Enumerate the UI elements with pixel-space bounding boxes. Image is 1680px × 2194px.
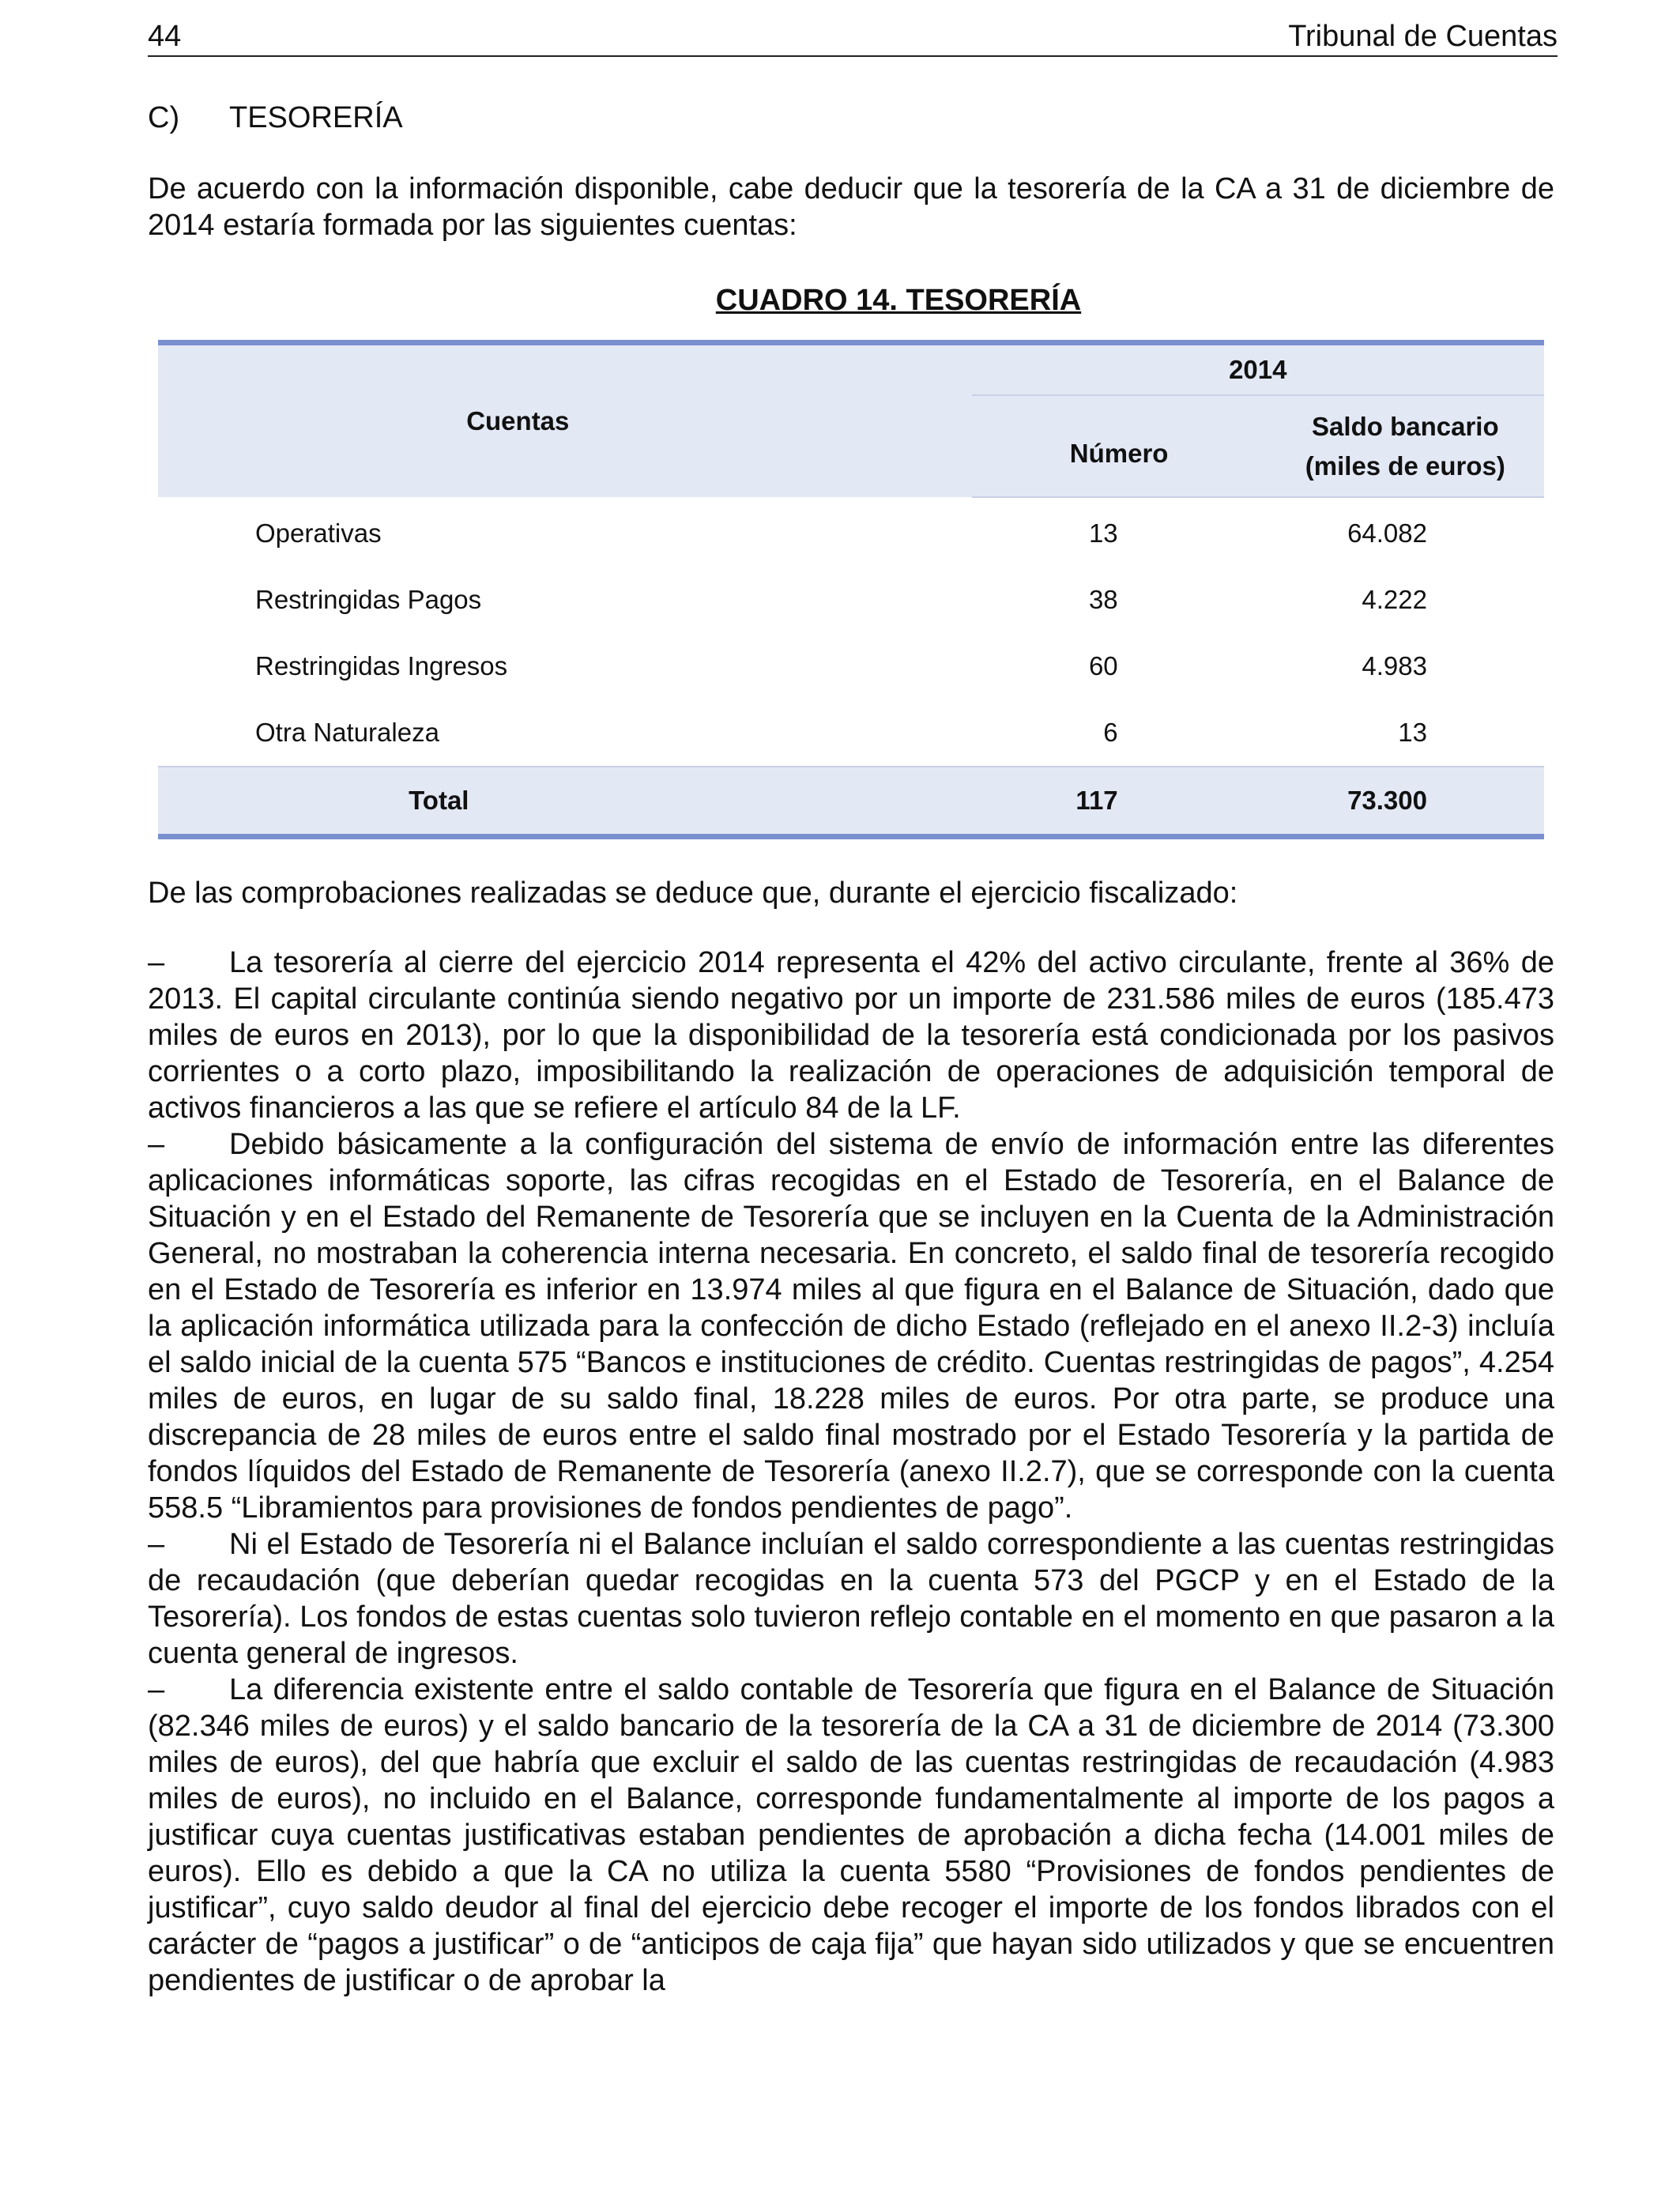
bullet-dash: –: [148, 1128, 165, 1161]
bullet-dash: –: [148, 1528, 165, 1561]
header-saldo-line2: (miles de euros): [1305, 450, 1505, 481]
total-row: [158, 767, 1544, 837]
row-saldo: 4.222: [1362, 585, 1427, 614]
row-numero: 6: [1103, 718, 1118, 747]
header-year: 2014: [972, 343, 1544, 396]
table-row: [158, 567, 1544, 633]
table-row: [158, 497, 1544, 567]
after-table-paragraph: De las comprobaciones realizadas se deduce que, durante el ejercicio fiscalizado:: [148, 876, 1238, 910]
publisher-name: Tribunal de Cuentas: [1288, 20, 1558, 53]
header-cuentas: Cuentas: [158, 343, 972, 498]
row-name: Restringidas Pagos: [255, 585, 482, 614]
row-saldo: 4.983: [1362, 651, 1427, 680]
bullet-item: [148, 944, 1554, 1126]
header-numero: Número: [972, 395, 1267, 497]
total-saldo: 73.300: [1267, 767, 1544, 837]
row-saldo: 13: [1398, 718, 1427, 747]
row-numero: 60: [1088, 651, 1118, 680]
table-row: [158, 633, 1544, 699]
bullet-item: [148, 1672, 1554, 1999]
table-caption-text: CUADRO 14. TESORERÍA: [715, 284, 1082, 317]
total-label: Total: [158, 767, 972, 837]
row-name: Restringidas Ingresos: [255, 651, 508, 680]
page-header: [148, 17, 1558, 57]
header-saldo: [1267, 395, 1544, 497]
bullet-text: Debido básicamente a la configuración del sistema de envío de información entre las diferentes aplicaciones informáticas soporte, las cifras recogidas en el Estado de Tesorería, en el Balance de Situación y en el Estado del Remanente de Tesorería que se incluyen en la Cuenta de la Administración General, no mostraban la coherencia interna necesaria. En concreto, el saldo final de tesorería recogido en el Estado de Tesorería es inferior en 13.974 miles al que figura en el Balance de Situación, dado que la aplicación informática utilizada para la confección de dicho Estado (reflejado en el anexo II.2-3) incluía el saldo inicial de la cuenta 575 “Bancos e instituciones de crédito. Cuentas restringidas de pagos”, 4.254 miles de euros, en lugar de su saldo final, 18.228 miles de euros. Por otra parte, se produce una discrepancia de 28 miles de euros entre el saldo final mostrado por el Estado Tesorería y la partida de fondos líquidos del Estado de Remanente de Tesorería (anexo II.2.7), que se corresponde con la cuenta 558.5 “Libramientos para provisiones de fondos pendientes de pago”.: [148, 1128, 1554, 1525]
table-caption: [148, 281, 1554, 319]
row-name: Operativas: [255, 518, 382, 548]
treasury-table: [158, 340, 1544, 839]
bullet-text: La diferencia existente entre el saldo contable de Tesorería que figura en el Balance de Situación (82.346 miles de euros) y el saldo bancario de la tesorería de la CA a 31 de diciembre de 2014 (73.300 miles de euros), del que habría que excluir el saldo de las cuentas restringidas de recaudación (4.983 miles de euros), no incluido en el Balance, corresponde fundamentalmente al importe de los pagos a justificar cuya cuentas justificativas estaban pendientes de aprobación a dicha fecha (14.001 miles de euros). Ello es debido a que la CA no utiliza la cuenta 5580 “Provisiones de fondos pendientes de justificar”, cuyo saldo deudor al final del ejercicio debe recoger el importe de los fondos librados con el carácter de “pagos a justificar” o de “anticipos de caja fija” que hayan sido utilizados y que se encuentren pendientes de justificar o de aprobar la: [148, 1673, 1554, 1997]
table-row: [158, 699, 1544, 767]
page-number: 44: [148, 20, 182, 53]
bullet-text: Ni el Estado de Tesorería ni el Balance incluían el saldo correspondiente a las cuentas restringidas de recaudación (que deberían quedar recogidas en la cuenta 573 del PGCP y en el Estado de la Tesorería). Los fondos de estas cuentas solo tuvieron reflejo contable en el momento en que pasaron a la cuenta general de ingresos.: [148, 1528, 1554, 1670]
page-content: [148, 99, 1554, 1999]
section-title: TESORERÍA: [229, 101, 403, 134]
header-saldo-line1: Saldo bancario: [1312, 411, 1499, 441]
bullet-dash: –: [148, 946, 165, 979]
row-name: Otra Naturaleza: [255, 718, 439, 747]
intro-paragraph: De acuerdo con la información disponible, cabe deducir que la tesorería de la CA a 31 de diciembre de 2014 estaría formada por las siguientes cuentas:: [148, 172, 1554, 242]
bullet-text: La tesorería al cierre del ejercicio 2014 representa el 42% del activo circulante, frente al 36% de 2013. El capital circulante continúa siendo negativo por un importe de 231.586 miles de euros (185.473 miles de euros en 2013), por lo que la disponibilidad de la tesorería está condicionada por los pasivos corrientes o a corto plazo, imposibilitando la realización de operaciones de adquisición temporal de activos financieros a las que se refiere el artículo 84 de la LF.: [148, 946, 1554, 1125]
bullet-dash: –: [148, 1673, 165, 1706]
row-saldo: 64.082: [1347, 518, 1427, 548]
row-numero: 13: [1088, 518, 1118, 548]
section-heading: [148, 99, 1554, 137]
section-letter: C): [148, 101, 180, 134]
bullet-item: [148, 1526, 1554, 1672]
row-numero: 38: [1088, 585, 1118, 614]
bullet-item: [148, 1126, 1554, 1526]
total-numero: 117: [972, 767, 1267, 837]
